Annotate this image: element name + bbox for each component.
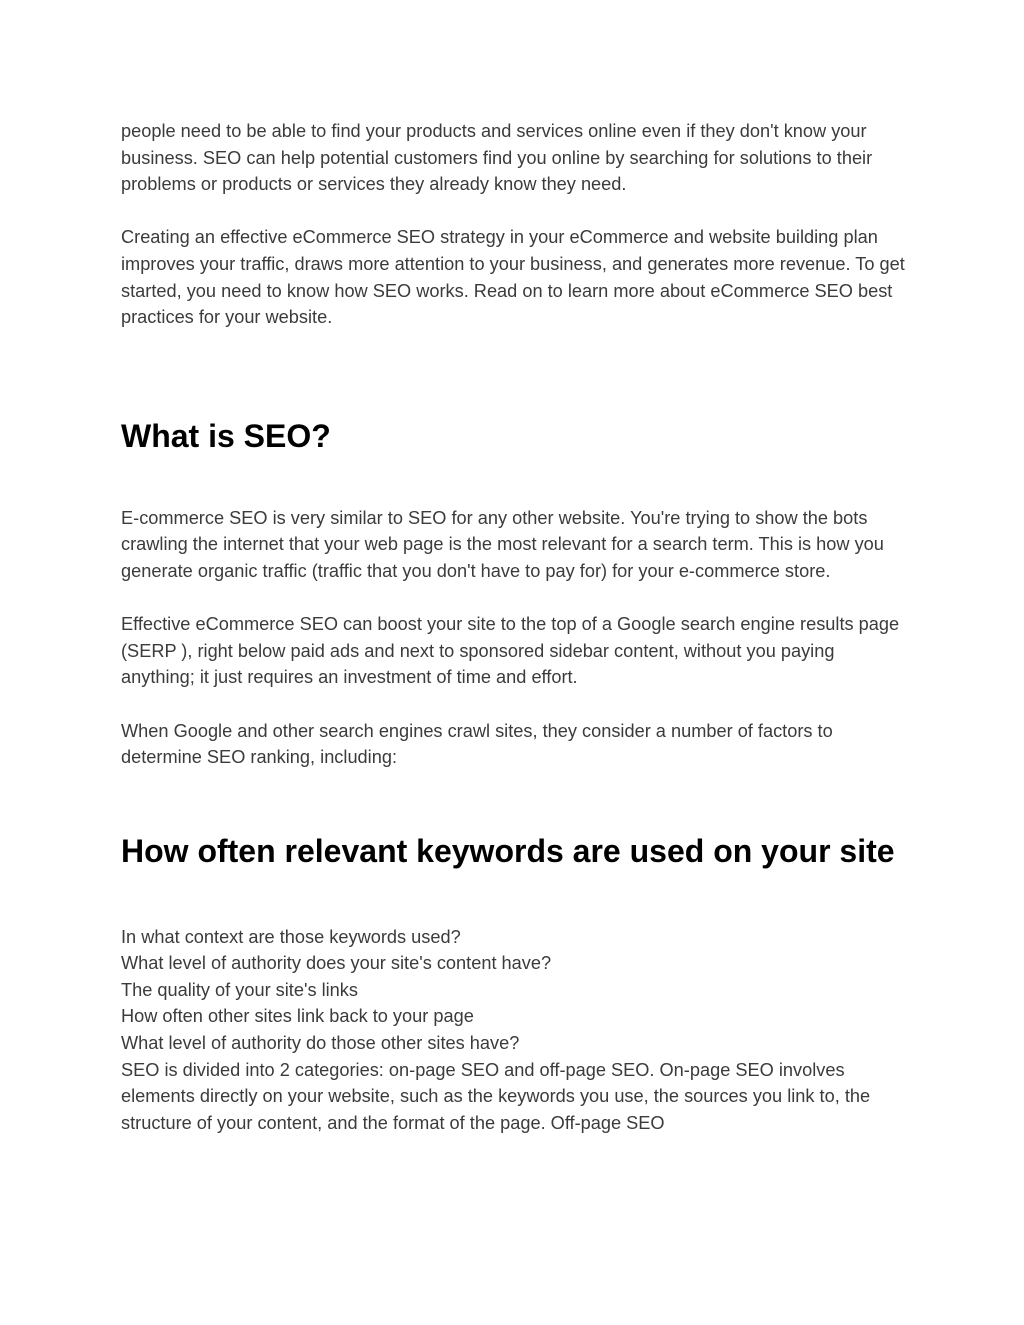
paragraph-spacer	[121, 198, 911, 225]
intro-paragraph-1: people need to be able to find your products and services online even if they don't know your business. SEO can help potential customers find you online by searching for solutions to their problems or products or services they already know they need.	[121, 121, 873, 195]
factor-line-3: The quality of your site's links	[121, 979, 358, 1000]
paragraph-spacer	[121, 691, 911, 718]
section-heading-keywords: How often relevant keywords are used on your site	[121, 832, 895, 869]
section1-paragraph-1: E-commerce SEO is very similar to SEO for any other website. You're trying to show the bots crawling the internet that your web page is the most relevant for a search term. This is how you generate organic traffic (traffic that you don't have to pay for) for your e-commerce store.	[121, 507, 884, 581]
factor-line-5: What level of authority do those other sites have?	[121, 1033, 520, 1054]
section1-paragraph-2: Effective eCommerce SEO can boost your site to the top of a Google search engine results page (SERP ), right below paid ads and next to sponsored sidebar content, without you paying anything; it just requires an investment of time and effort.	[121, 614, 900, 688]
seo-categories-paragraph: SEO is divided into 2 categories: on-page SEO and off-page SEO. On-page SEO involves elements directly on your website, such as the keywords you use, the sources you link to, the structure of your content, and the format of the page. Off-page SEO	[121, 1059, 871, 1133]
section1-paragraph-3: When Google and other search engines crawl sites, they consider a number of factors to determine SEO ranking, including:	[121, 720, 833, 768]
intro-paragraph-2: Creating an effective eCommerce SEO strategy in your eCommerce and website building plan improves your traffic, draws more attention to your business, and generates more revenue. To get started, you need to know how SEO works. Read on to learn more about eCommerce SEO best practices for your website.	[121, 227, 905, 328]
document-page	[121, 118, 911, 1136]
paragraph-spacer	[121, 585, 911, 612]
factor-line-2: What level of authority does your site's content have?	[121, 953, 552, 974]
factor-line-4: How often other sites link back to your page	[121, 1006, 474, 1027]
factor-list	[121, 924, 911, 1137]
section-heading-what-is-seo: What is SEO?	[121, 417, 331, 454]
factor-line-1: In what context are those keywords used?	[121, 926, 461, 947]
